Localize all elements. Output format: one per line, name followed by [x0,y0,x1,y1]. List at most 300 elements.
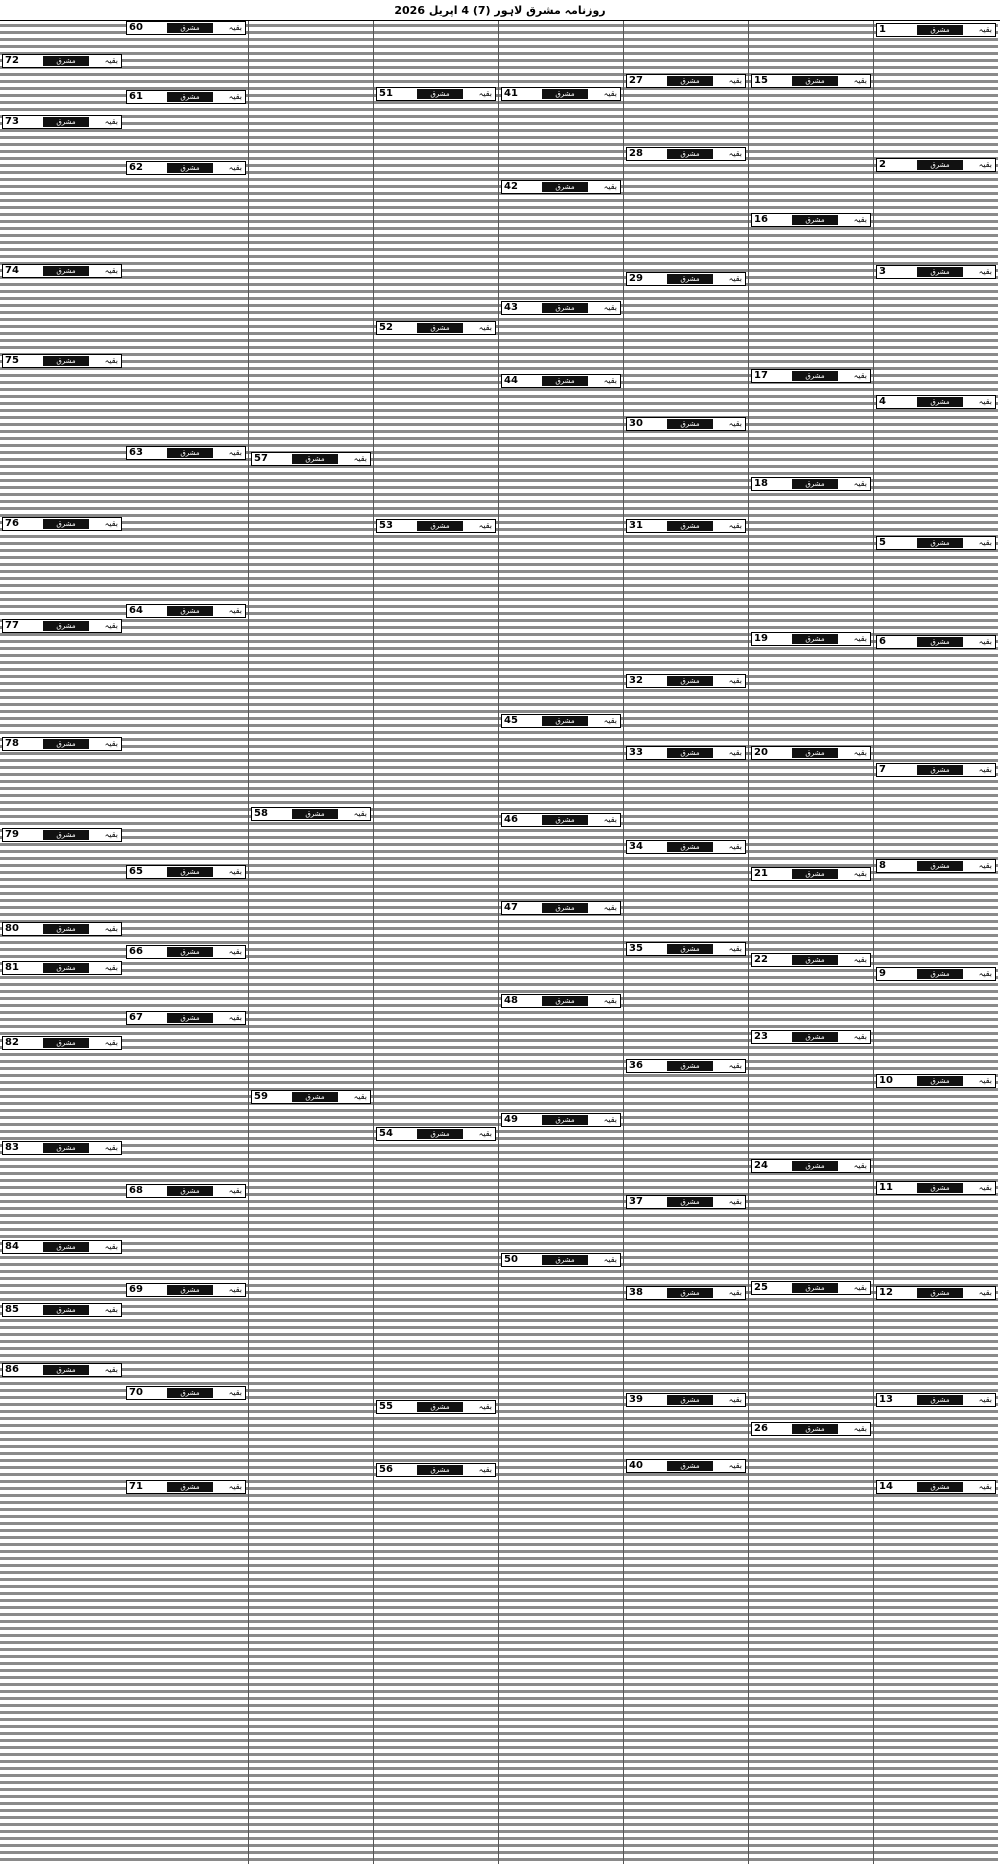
masthead-logo: مشرق [917,1482,963,1492]
masthead-logo: مشرق [792,76,838,86]
continuation-number: 79 [5,829,19,840]
continuation-badge [876,859,996,873]
continuation-number: 9 [879,968,886,979]
news-column-2 [749,21,873,1864]
continuation-number: 54 [379,1128,393,1139]
column-divider [748,21,749,1864]
continuation-label: بقیہ [228,1013,242,1022]
masthead-logo: مشرق [43,356,89,366]
continuation-number: 65 [129,866,143,877]
masthead-logo: مشرق [667,1061,713,1071]
continuation-label: بقیہ [104,117,118,126]
masthead-logo: مشرق [43,266,89,276]
continuation-number: 45 [504,715,518,726]
column-divider [623,21,624,1864]
continuation-number: 64 [129,605,143,616]
continuation-label: بقیہ [478,89,492,98]
continuation-badge [376,519,496,533]
continuation-number: 42 [504,181,518,192]
masthead-logo: مشرق [167,163,213,173]
masthead-logo: مشرق [43,56,89,66]
continuation-label: بقیہ [853,748,867,757]
continuation-number: 35 [629,943,643,954]
continuation-number: 66 [129,946,143,957]
continuation-label: بقیہ [853,215,867,224]
continuation-label: بقیہ [978,267,992,276]
masthead-logo: مشرق [43,1305,89,1315]
continuation-badge [126,1283,246,1297]
continuation-label: بقیہ [728,1461,742,1470]
continuation-badge [2,1363,122,1377]
column-divider [873,21,874,1864]
continuation-badge [751,74,871,88]
masthead-logo: مشرق [417,89,463,99]
continuation-number: 74 [5,265,19,276]
continuation-number: 39 [629,1394,643,1405]
masthead-logo: مشرق [43,117,89,127]
masthead-logo: مشرق [917,1288,963,1298]
continuation-label: بقیہ [104,1305,118,1314]
continuation-badge [501,901,621,915]
continuation-badge [626,840,746,854]
continuation-number: 56 [379,1464,393,1475]
continuation-label: بقیہ [853,1283,867,1292]
masthead-logo: مشرق [667,149,713,159]
continuation-number: 31 [629,520,643,531]
continuation-number: 84 [5,1241,19,1252]
continuation-badge [2,354,122,368]
continuation-badge [251,807,371,821]
continuation-badge [876,158,996,172]
continuation-label: بقیہ [978,1288,992,1297]
masthead-logo: مشرق [792,748,838,758]
continuation-label: بقیہ [978,1395,992,1404]
continuation-number: 86 [5,1364,19,1375]
masthead-logo: مشرق [292,809,338,819]
continuation-label: بقیہ [478,1465,492,1474]
continuation-badge [876,536,996,550]
continuation-label: بقیہ [728,76,742,85]
continuation-badge [751,369,871,383]
masthead-logo: مشرق [542,716,588,726]
masthead-logo: مشرق [167,606,213,616]
continuation-number: 52 [379,322,393,333]
continuation-label: بقیہ [853,634,867,643]
continuation-number: 70 [129,1387,143,1398]
continuation-badge [626,746,746,760]
continuation-label: بقیہ [603,996,617,1005]
continuation-number: 8 [879,860,886,871]
masthead-logo: مشرق [667,521,713,531]
continuation-number: 15 [754,75,768,86]
continuation-label: بقیہ [728,419,742,428]
masthead-logo: مشرق [167,1285,213,1295]
continuation-label: بقیہ [228,1285,242,1294]
continuation-label: بقیہ [353,1092,367,1101]
continuation-label: بقیہ [728,1197,742,1206]
continuation-label: بقیہ [104,356,118,365]
continuation-badge [126,446,246,460]
continuation-number: 32 [629,675,643,686]
masthead-logo: مشرق [417,1402,463,1412]
masthead-logo: مشرق [792,869,838,879]
masthead-logo: مشرق [792,1032,838,1042]
masthead-logo: مشرق [167,92,213,102]
continuation-label: بقیہ [853,479,867,488]
continuation-number: 7 [879,764,886,775]
continuation-label: بقیہ [728,842,742,851]
masthead-logo: مشرق [667,842,713,852]
continuation-badge [2,922,122,936]
continuation-label: بقیہ [353,454,367,463]
continuation-number: 68 [129,1185,143,1196]
masthead-logo: مشرق [667,1288,713,1298]
continuation-number: 30 [629,418,643,429]
continuation-number: 72 [5,55,19,66]
masthead-logo: مشرق [792,1161,838,1171]
continuation-label: بقیہ [853,1424,867,1433]
continuation-label: بقیہ [228,867,242,876]
continuation-label: بقیہ [603,89,617,98]
continuation-label: بقیہ [853,76,867,85]
continuation-badge [126,1184,246,1198]
masthead-logo: مشرق [292,454,338,464]
continuation-label: بقیہ [978,969,992,978]
continuation-number: 20 [754,747,768,758]
masthead-logo: مشرق [917,1183,963,1193]
masthead-logo: مشرق [667,1197,713,1207]
masthead-logo: مشرق [792,371,838,381]
continuation-label: بقیہ [104,739,118,748]
continuation-label: بقیہ [853,1161,867,1170]
continuation-number: 62 [129,162,143,173]
continuation-badge [126,21,246,35]
continuation-number: 43 [504,302,518,313]
continuation-label: بقیہ [603,1255,617,1264]
continuation-number: 55 [379,1401,393,1412]
masthead-logo: مشرق [43,924,89,934]
continuation-number: 13 [879,1394,893,1405]
masthead-logo: مشرق [417,1129,463,1139]
continuation-label: بقیہ [603,903,617,912]
continuation-number: 67 [129,1012,143,1023]
masthead-logo: مشرق [167,1013,213,1023]
continuation-label: بقیہ [853,1032,867,1041]
continuation-badge [876,763,996,777]
masthead-logo: مشرق [43,1143,89,1153]
continuation-label: بقیہ [728,1395,742,1404]
continuation-label: بقیہ [603,815,617,824]
masthead-logo: مشرق [667,76,713,86]
continuation-number: 59 [254,1091,268,1102]
continuation-label: بقیہ [978,1482,992,1491]
continuation-number: 63 [129,447,143,458]
continuation-label: بقیہ [104,56,118,65]
masthead-logo: مشرق [917,397,963,407]
news-column-4 [499,21,623,1864]
continuation-number: 21 [754,868,768,879]
continuation-badge [751,953,871,967]
continuation-badge [501,87,621,101]
continuation-badge [876,967,996,981]
continuation-badge [126,1011,246,1025]
news-column-8 [0,21,124,1864]
continuation-badge [126,945,246,959]
continuation-number: 36 [629,1060,643,1071]
continuation-badge [751,1030,871,1044]
continuation-number: 77 [5,620,19,631]
continuation-number: 14 [879,1481,893,1492]
continuation-label: بقیہ [603,716,617,725]
continuation-badge [876,265,996,279]
masthead-logo: مشرق [417,1465,463,1475]
news-column-3 [624,21,748,1864]
continuation-number: 29 [629,273,643,284]
continuation-number: 23 [754,1031,768,1042]
continuation-label: بقیہ [728,944,742,953]
masthead-logo: مشرق [167,448,213,458]
continuation-label: بقیہ [104,1242,118,1251]
continuation-label: بقیہ [104,266,118,275]
continuation-label: بقیہ [728,521,742,530]
continuation-label: بقیہ [978,397,992,406]
continuation-number: 49 [504,1114,518,1125]
news-column-1 [874,21,998,1864]
continuation-badge [2,517,122,531]
continuation-label: بقیہ [978,160,992,169]
continuation-number: 57 [254,453,268,464]
news-columns-grid [0,21,1000,1864]
continuation-badge [376,87,496,101]
continuation-badge [626,1286,746,1300]
continuation-label: بقیہ [603,303,617,312]
continuation-label: بقیہ [228,23,242,32]
continuation-label: بقیہ [104,621,118,630]
masthead-logo: مشرق [667,419,713,429]
continuation-label: بقیہ [728,1288,742,1297]
masthead-logo: مشرق [43,519,89,529]
masthead-logo: مشرق [542,1255,588,1265]
masthead-logo: مشرق [43,739,89,749]
continuation-badge [126,604,246,618]
continuation-number: 19 [754,633,768,644]
continuation-label: بقیہ [728,149,742,158]
masthead-logo: مشرق [542,303,588,313]
continuation-badge [876,1393,996,1407]
masthead-logo: مشرق [292,1092,338,1102]
masthead-logo: مشرق [917,1395,963,1405]
continuation-label: بقیہ [104,1038,118,1047]
continuation-number: 37 [629,1196,643,1207]
continuation-badge [751,1159,871,1173]
continuation-number: 24 [754,1160,768,1171]
continuation-label: بقیہ [978,861,992,870]
masthead-logo: مشرق [917,969,963,979]
news-column-7 [124,21,248,1864]
continuation-label: بقیہ [728,274,742,283]
continuation-badge [251,452,371,466]
masthead-logo: مشرق [792,1424,838,1434]
continuation-badge [501,813,621,827]
continuation-label: بقیہ [978,765,992,774]
continuation-badge [626,1059,746,1073]
continuation-number: 58 [254,808,268,819]
masthead-logo: مشرق [167,1482,213,1492]
masthead-logo: مشرق [43,1365,89,1375]
page-header [0,0,1000,21]
continuation-badge [876,1181,996,1195]
masthead-logo: مشرق [43,621,89,631]
masthead-logo: مشرق [417,521,463,531]
masthead-logo: مشرق [917,160,963,170]
continuation-number: 71 [129,1481,143,1492]
continuation-number: 27 [629,75,643,86]
masthead-logo: مشرق [542,815,588,825]
continuation-badge [2,828,122,842]
continuation-number: 17 [754,370,768,381]
continuation-number: 26 [754,1423,768,1434]
continuation-label: بقیہ [104,519,118,528]
continuation-badge [2,264,122,278]
masthead-logo: مشرق [792,955,838,965]
continuation-badge [2,737,122,751]
news-column-6 [249,21,373,1864]
continuation-label: بقیہ [104,924,118,933]
continuation-label: بقیہ [104,830,118,839]
masthead-logo: مشرق [917,538,963,548]
masthead-logo: مشرق [542,376,588,386]
continuation-label: بقیہ [603,376,617,385]
continuation-badge [876,1074,996,1088]
continuation-badge [126,1480,246,1494]
continuation-label: بقیہ [228,448,242,457]
continuation-badge [501,180,621,194]
masthead-logo: مشرق [167,1388,213,1398]
continuation-number: 85 [5,1304,19,1315]
continuation-number: 83 [5,1142,19,1153]
masthead-logo: مشرق [43,830,89,840]
continuation-number: 47 [504,902,518,913]
continuation-badge [626,1459,746,1473]
continuation-number: 11 [879,1182,893,1193]
continuation-number: 75 [5,355,19,366]
continuation-number: 25 [754,1282,768,1293]
column-divider [248,21,249,1864]
masthead-logo: مشرق [542,89,588,99]
continuation-number: 69 [129,1284,143,1295]
continuation-label: بقیہ [353,809,367,818]
continuation-number: 38 [629,1287,643,1298]
continuation-label: بقیہ [228,1482,242,1491]
continuation-number: 18 [754,478,768,489]
column-divider [373,21,374,1864]
continuation-badge [876,1480,996,1494]
masthead-logo: مشرق [667,274,713,284]
masthead-logo: مشرق [917,267,963,277]
continuation-badge [501,1113,621,1127]
continuation-label: بقیہ [978,25,992,34]
continuation-badge [501,374,621,388]
masthead-logo: مشرق [43,1038,89,1048]
continuation-badge [751,213,871,227]
continuation-badge [626,74,746,88]
masthead-logo: مشرق [667,676,713,686]
continuation-badge [626,1393,746,1407]
continuation-badge [626,674,746,688]
continuation-badge [376,1127,496,1141]
continuation-number: 4 [879,396,886,407]
continuation-label: بقیہ [478,521,492,530]
continuation-label: بقیہ [478,323,492,332]
continuation-number: 40 [629,1460,643,1471]
continuation-badge [876,1286,996,1300]
page-header-text: روزنامہ مشرق لاہور (7) 4 اپریل 2026 [394,3,606,17]
continuation-label: بقیہ [728,676,742,685]
continuation-badge [501,1253,621,1267]
continuation-badge [2,1141,122,1155]
continuation-number: 5 [879,537,886,548]
continuation-label: بقیہ [228,606,242,615]
continuation-badge [751,746,871,760]
continuation-badge [501,994,621,1008]
masthead-logo: مشرق [917,637,963,647]
continuation-label: بقیہ [104,1143,118,1152]
continuation-label: بقیہ [228,947,242,956]
continuation-badge [2,961,122,975]
continuation-badge [751,867,871,881]
continuation-number: 76 [5,518,19,529]
continuation-label: بقیہ [853,869,867,878]
continuation-label: بقیہ [228,1388,242,1397]
news-column-5 [374,21,498,1864]
masthead-logo: مشرق [792,1283,838,1293]
continuation-label: بقیہ [728,1061,742,1070]
masthead-logo: مشرق [43,963,89,973]
continuation-label: بقیہ [978,1076,992,1085]
masthead-logo: مشرق [542,903,588,913]
masthead-logo: مشرق [667,1461,713,1471]
continuation-badge [2,1303,122,1317]
continuation-number: 73 [5,116,19,127]
continuation-label: بقیہ [978,637,992,646]
continuation-badge [2,1036,122,1050]
continuation-badge [126,865,246,879]
continuation-badge [2,619,122,633]
continuation-number: 60 [129,22,143,33]
masthead-logo: مشرق [917,861,963,871]
continuation-label: بقیہ [478,1129,492,1138]
continuation-number: 16 [754,214,768,225]
masthead-logo: مشرق [542,1115,588,1125]
continuation-badge [126,1386,246,1400]
continuation-number: 22 [754,954,768,965]
continuation-badge [376,321,496,335]
continuation-number: 10 [879,1075,893,1086]
masthead-logo: مشرق [917,25,963,35]
continuation-label: بقیہ [228,163,242,172]
continuation-badge [126,161,246,175]
continuation-number: 61 [129,91,143,102]
masthead-logo: مشرق [917,765,963,775]
continuation-badge [376,1400,496,1414]
continuation-number: 12 [879,1287,893,1298]
masthead-logo: مشرق [667,748,713,758]
continuation-number: 46 [504,814,518,825]
masthead-logo: مشرق [417,323,463,333]
masthead-logo: مشرق [167,1186,213,1196]
masthead-logo: مشرق [167,23,213,33]
continuation-badge [626,272,746,286]
